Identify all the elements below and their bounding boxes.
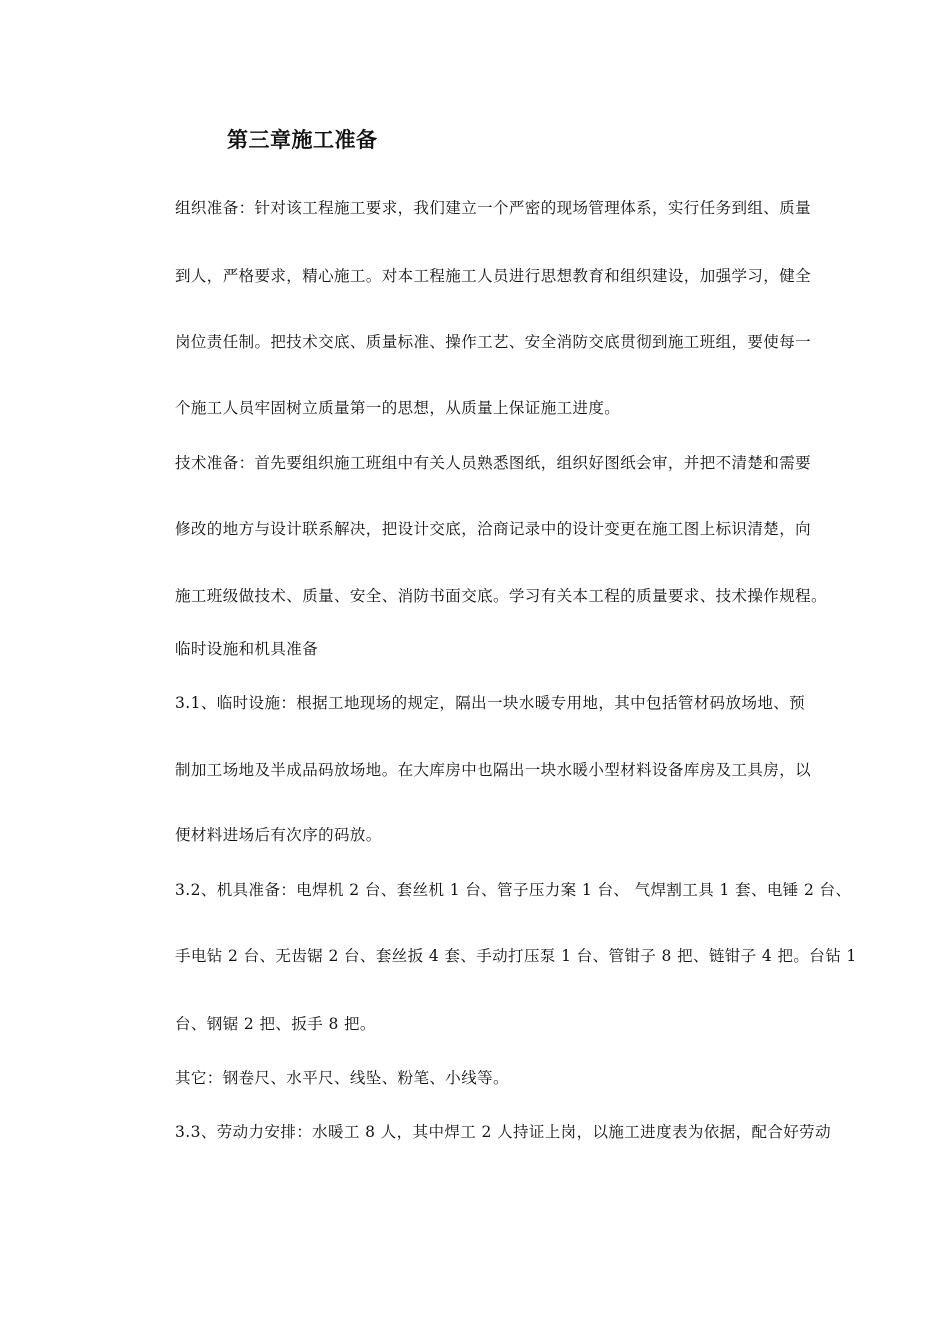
paragraph-line: 岗位责任制。把技术交底、质量标准、操作工艺、安全消防交底贯彻到施工班组，要使每一 <box>175 333 812 351</box>
paragraph-line: 技术准备：首先要组织施工班组中有关人员熟悉图纸，组织好图纸会审，并把不清楚和需要 <box>175 454 812 472</box>
paragraph-line: 施工班级做技术、质量、安全、消防书面交底。学习有关本工程的质量要求、技术操作规程。 <box>175 587 827 605</box>
paragraph-line: 修改的地方与设计联系解决，把设计交底，洽商记录中的设计变更在施工图上标识清楚，向 <box>175 520 812 538</box>
paragraph-line: 手电钻 2 台、无齿锯 2 台、套丝扳 4 套、手动打压泵 1 台、管钳子 8 把、链钳子 4 把。台钻 1 <box>175 947 857 965</box>
paragraph-line: 便材料进场后有次序的码放。 <box>175 826 382 844</box>
paragraph-line: 个施工人员牢固树立质量第一的思想，从质量上保证施工进度。 <box>175 399 621 417</box>
paragraph-line: 3.1、临时设施：根据工地现场的规定，隔出一块水暖专用地，其中包括管材码放场地、预 <box>175 694 806 712</box>
chapter-title: 第三章施工准备 <box>227 127 378 152</box>
paragraph-line: 组织准备：针对该工程施工要求，我们建立一个严密的现场管理体系，实行任务到组、质量 <box>175 199 812 217</box>
paragraph-line: 其它：钢卷尺、水平尺、线坠、粉笔、小线等。 <box>175 1069 509 1087</box>
paragraph-line: 3.3、劳动力安排：水暖工 8 人，其中焊工 2 人持证上岗，以施工进度表为依据，配合好劳动 <box>175 1123 831 1141</box>
paragraph-line: 3.2、机具准备：电焊机 2 台、套丝机 1 台、管子压力案 1 台、 气焊割工具 1 套、电锤 2 台、 <box>175 881 852 899</box>
paragraph-line: 制加工场地及半成品码放场地。在大库房中也隔出一块水暖小型材料设备库房及工具房，以 <box>175 761 812 779</box>
paragraph-line: 台、钢锯 2 把、扳手 8 把。 <box>175 1015 376 1033</box>
section-heading: 临时设施和机具准备 <box>175 640 319 658</box>
paragraph-line: 到人，严格要求，精心施工。对本工程施工人员进行思想教育和组织建设，加强学习，健全 <box>175 267 812 285</box>
